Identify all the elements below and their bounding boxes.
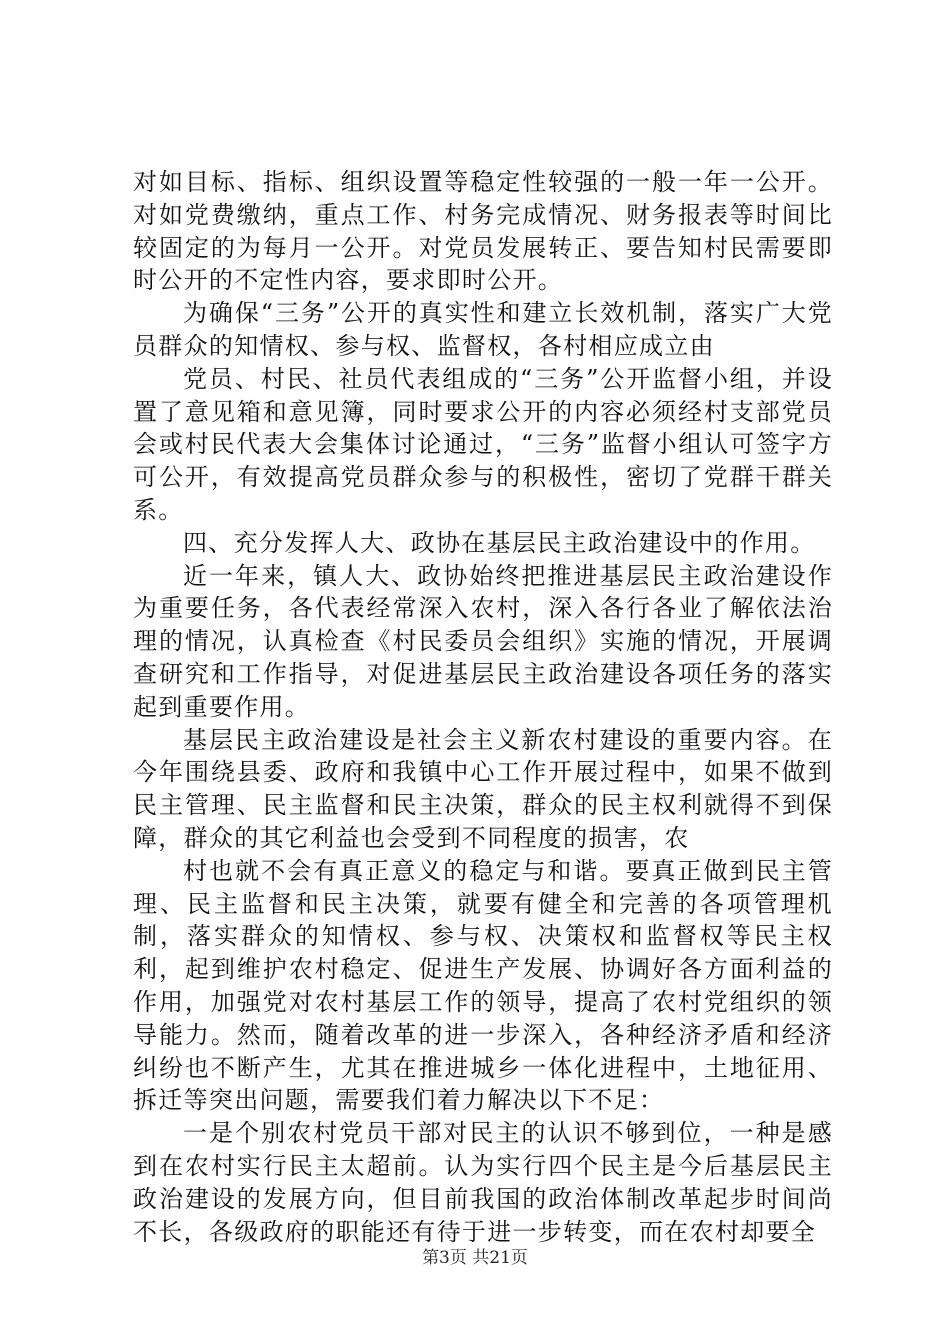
paragraph-3: 党员、村民、社员代表组成的“三务”公开监督小组，并设置了意见箱和意见簿，同时要求公开的内容必须经村支部党员会或村民代表大会集体讨论通过，“三务”监督小组认可签字方可公开，有效提高党员群众参与的积极性，密切了党群干群关系。 [133,364,833,524]
paragraph-2: 为确保“三务”公开的真实性和建立长效机制，落实广大党员群众的知情权、参与权、监督权，各村相应成立由 [133,299,833,360]
paragraph-8: 一是个别农村党员干部对民主的认识不够到位，一种是感到在农村实行民主太超前。认为实行四个民主是今后基层民主政治建设的发展方向，但目前我国的政治体制改革起步时间尚不长，各级政府的职能还有待于进一步转变，而在农村却要全 [133,1119,833,1246]
paragraph-7: 村也就不会有真正意义的稳定与和谐。要真正做到民主管理、民主监督和民主决策，就要有健全和完善的各项管理机制，落实群众的知情权、参与权、决策权和监督权等民主权利，起到维护农村稳定、促进生产发展、协调好各方面利益的作用，加强党对农村基层工作的领导，提高了农村党组织的领导能力。然而，随着改革的进一步深入，各种经济矛盾和经济纠纷也不断产生，尤其在推进城乡一体化进程中，土地征用、拆迁等突出问题，需要我们着力解决以下不足： [133,856,833,1115]
paragraph-5: 近一年来，镇人大、政协始终把推进基层民主政治建设作为重要任务，各代表经常深入农村，深入各行各业了解依法治理的情况，认真检查《村民委员会组织》实施的情况，开展调查研究和工作指导，对促进基层民主政治建设各项任务的落实起到重要作用。 [133,561,833,721]
page-number-footer: 第3页 共21页 [422,1248,528,1268]
paragraph-6: 基层民主政治建设是社会主义新农村建设的重要内容。在今年围绕县委、政府和我镇中心工作开展过程中，如果不做到民主管理、民主监督和民主决策，群众的民主权利就得不到保障，群众的其它利益也会受到不同程度的损害，农 [133,725,833,852]
paragraph-4-heading: 四、充分发挥人大、政协在基层民主政治建设中的作用。 [183,528,816,557]
paragraph-1: 对如目标、指标、组织设置等稳定性较强的一般一年一公开。对如党费缴纳，重点工作、村务完成情况、财务报表等时间比较固定的为每月一公开。对党员发展转正、要告知村民需要即时公开的不定性内容，要求即时公开。 [133,168,833,295]
body-text [133,166,833,1248]
